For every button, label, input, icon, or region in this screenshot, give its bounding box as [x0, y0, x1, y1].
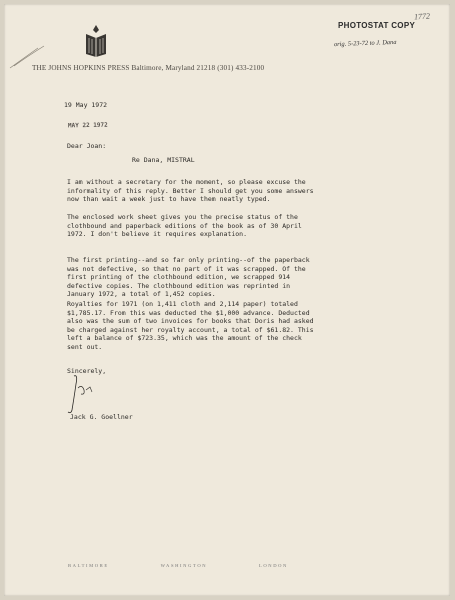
- handwritten-signature: [62, 370, 102, 418]
- body-line: sent out.: [67, 342, 103, 351]
- body-line: January 1972, a total of 1,452 copies.: [67, 290, 216, 299]
- body-line: was not defective, so that no part of it was scrapped. Of the: [67, 264, 306, 273]
- body-line: informality of this reply. Better I should get you some answers: [67, 186, 314, 195]
- body-line: clothbound and paperback editions of the book as of 30 April: [67, 221, 302, 230]
- signer-name: Jack G. Goellner: [70, 413, 133, 421]
- letter-date: 19 May 1972: [64, 101, 108, 109]
- body-line: Royalties for 1971 (on 1,411 cloth and 2,114 paper) totaled: [67, 300, 298, 308]
- sent-note-annotation: orig. 5-23-72 to J. Dana: [333, 38, 397, 49]
- body-line: I am without a secretary for the moment, so please excuse the: [67, 178, 306, 186]
- footer-city: WASHINGTON: [160, 563, 208, 568]
- body-line: left a balance of $723.35, which was the amount of the check: [67, 334, 302, 343]
- received-date-stamp: MAY 22 1972: [67, 121, 108, 130]
- body-line: first printing of the clothbound edition, we scrapped 914: [67, 273, 291, 282]
- body-line: defective copies. The clothbound edition was reprinted in: [67, 281, 291, 290]
- letter-page: [4, 4, 450, 596]
- paragraph-1: [67, 178, 397, 204]
- press-logo-icon: [84, 24, 108, 58]
- body-line: The enclosed work sheet gives you the precise status of the: [67, 213, 298, 221]
- body-line: 1972. I don't believe it requires explanation.: [67, 230, 248, 239]
- subject-line: Re Dana, MISTRAL: [132, 156, 195, 164]
- body-line: be charged against her royalty account, a total of $61.82. This: [67, 325, 314, 334]
- letterhead-press-name: THE JOHNS HOPKINS PRESS Baltimore, Maryland 21218 (301) 433-2100: [32, 64, 265, 72]
- paragraph-3: [67, 256, 397, 299]
- closing: Sincerely,: [67, 367, 107, 375]
- photostat-copy-stamp: PHOTOSTAT COPY: [338, 21, 416, 30]
- file-number-annotation: 1772: [413, 11, 431, 22]
- body-line: now than wait a week just to have them neatly typed.: [67, 195, 271, 204]
- paragraph-4: [67, 300, 397, 352]
- salutation: Dear Joan:: [67, 142, 107, 150]
- paragraph-2: [67, 213, 397, 239]
- body-line: $1,785.17. From this was deducted the $1,000 advance. Deducted: [67, 308, 310, 317]
- footer-city: LONDON: [258, 563, 288, 568]
- body-line: also was the sum of two invoices for books that Doris had asked: [67, 317, 314, 326]
- footer-city: BALTIMORE: [68, 563, 109, 568]
- letterhead-footer: [68, 563, 288, 568]
- body-line: The first printing--and so far only printing--of the paperback: [67, 256, 310, 264]
